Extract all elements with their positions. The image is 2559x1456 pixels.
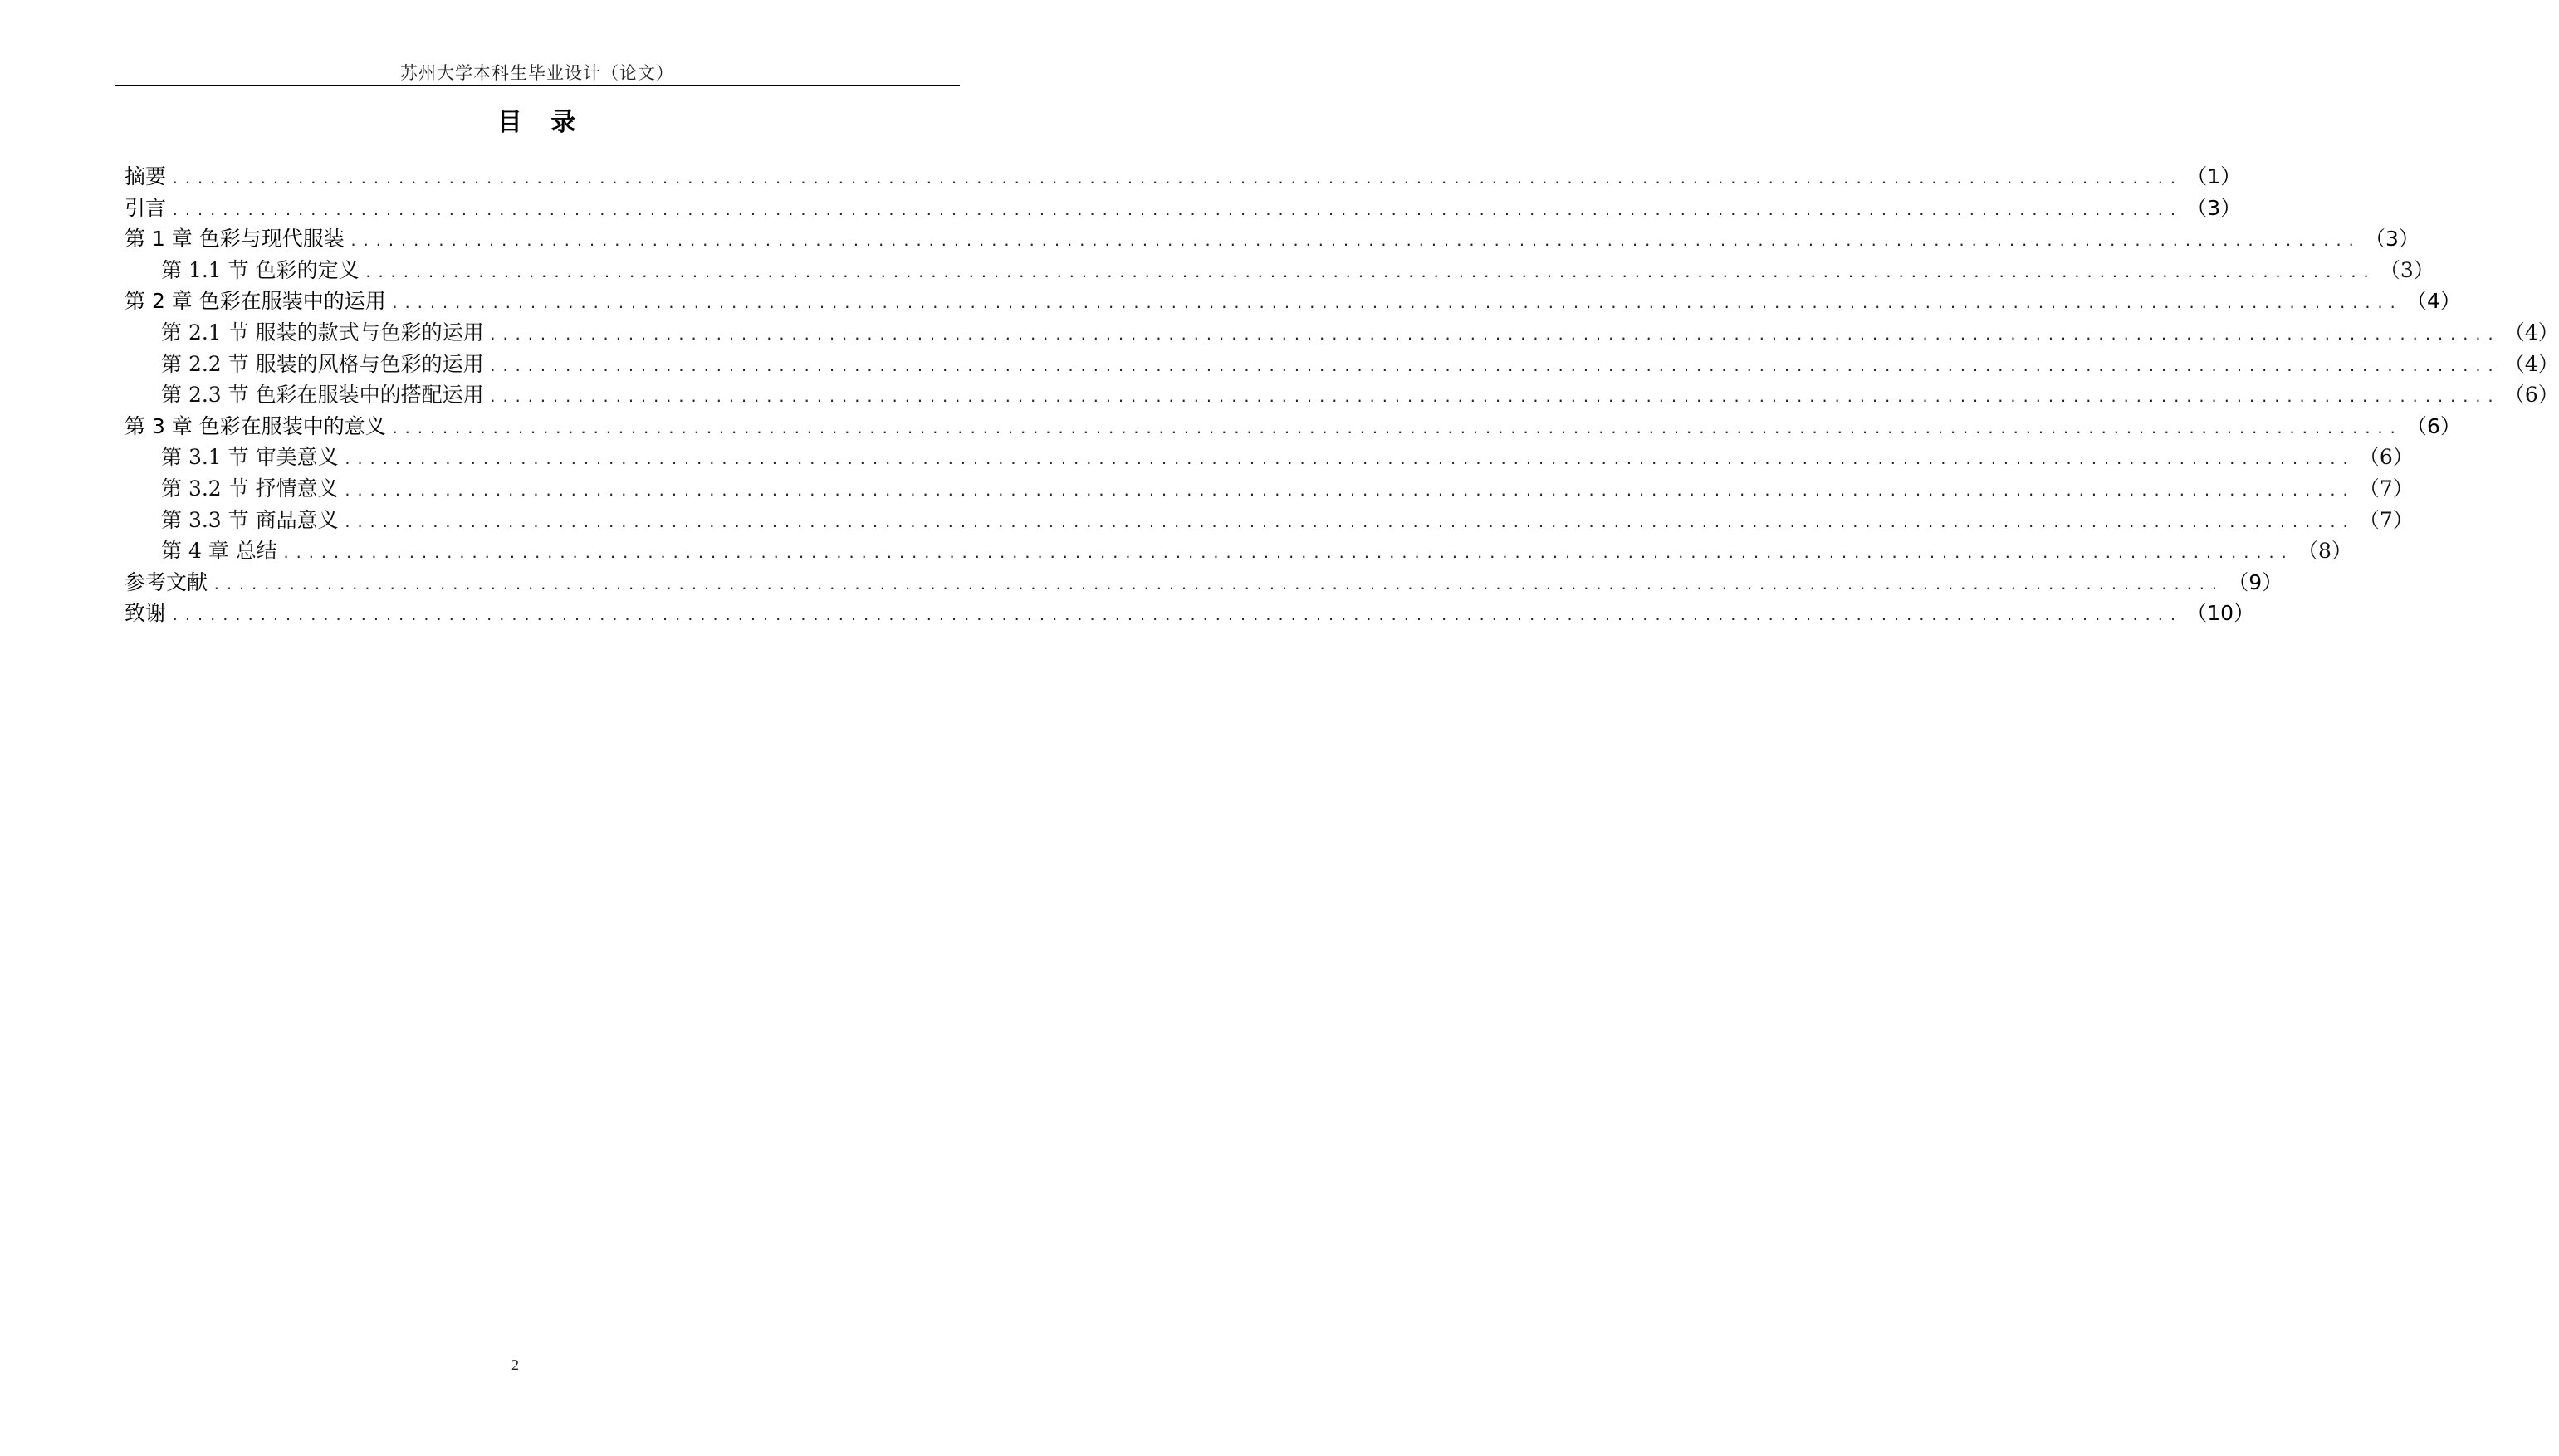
toc-entry-label: 第 1 章 色彩与现代服装 bbox=[125, 227, 345, 252]
toc-entry[interactable] bbox=[125, 223, 2420, 255]
running-header: 苏州大学本科生毕业设计（论文） bbox=[400, 63, 674, 83]
toc-entry-label: 参考文献 bbox=[125, 569, 208, 594]
toc-entry-page: （6） bbox=[2358, 445, 2414, 470]
header-divider bbox=[115, 85, 960, 86]
dot-leader: ................................................................................................................................................................ bbox=[488, 389, 2499, 406]
toc-entry[interactable] bbox=[125, 505, 2414, 536]
toc-entry-label: 第 2.2 节 服装的风格与色彩的运用 bbox=[161, 351, 484, 376]
dot-leader: ................................................................................................................................................................ bbox=[390, 296, 2401, 312]
toc-entry-page: （6） bbox=[2503, 383, 2559, 408]
dot-leader: ................................................................................................................................................................ bbox=[171, 608, 2182, 624]
toc-entry-page: （4） bbox=[2503, 320, 2559, 344]
dot-leader: ................................................................................................................................................................ bbox=[364, 264, 2375, 281]
table-of-contents bbox=[125, 161, 2559, 629]
dot-leader: ................................................................................................................................................................ bbox=[343, 482, 2354, 499]
toc-entry-page: （6） bbox=[2406, 413, 2461, 438]
toc-entry[interactable] bbox=[125, 161, 2242, 193]
toc-entry[interactable] bbox=[125, 349, 2559, 380]
toc-entry[interactable] bbox=[125, 442, 2414, 473]
toc-entry-page: （4） bbox=[2406, 289, 2461, 314]
toc-entry-page: （3） bbox=[2379, 257, 2434, 282]
dot-leader: ................................................................................................................................................................ bbox=[488, 326, 2499, 343]
dot-leader: ................................................................................................................................................................ bbox=[349, 233, 2360, 250]
dot-leader: ................................................................................................................................................................ bbox=[343, 452, 2354, 468]
toc-entry[interactable] bbox=[125, 535, 2352, 567]
toc-entry-page: （7） bbox=[2358, 507, 2414, 532]
page-number: 2 bbox=[511, 1356, 519, 1373]
toc-entry-label: 第 4 章 总结 bbox=[161, 539, 277, 564]
dot-leader: ................................................................................................................................................................ bbox=[488, 358, 2499, 374]
toc-title: 目 录 bbox=[497, 108, 578, 137]
toc-entry-label: 第 3.2 节 抒情意义 bbox=[161, 476, 339, 501]
dot-leader: ................................................................................................................................................................ bbox=[171, 171, 2182, 187]
toc-entry[interactable] bbox=[125, 379, 2559, 411]
toc-entry-label: 致谢 bbox=[125, 601, 167, 626]
toc-entry[interactable] bbox=[125, 473, 2414, 505]
dot-leader: ................................................................................................................................................................ bbox=[281, 545, 2292, 562]
toc-entry[interactable] bbox=[125, 286, 2461, 317]
toc-entry[interactable] bbox=[125, 411, 2461, 442]
toc-entry-label: 第 3.1 节 审美意义 bbox=[161, 445, 339, 470]
toc-entry-page: （3） bbox=[2365, 227, 2420, 252]
toc-entry-label: 第 1.1 节 色彩的定义 bbox=[161, 257, 360, 282]
toc-entry-label: 第 3 章 色彩在服装中的意义 bbox=[125, 413, 386, 438]
toc-entry[interactable] bbox=[125, 255, 2434, 286]
dot-leader: ................................................................................................................................................................ bbox=[343, 514, 2354, 530]
toc-entry[interactable] bbox=[125, 193, 2242, 224]
toc-entry-page: （3） bbox=[2186, 195, 2242, 220]
toc-entry-label: 第 2.3 节 色彩在服装中的搭配运用 bbox=[161, 383, 484, 408]
dot-leader: ................................................................................................................................................................ bbox=[171, 202, 2182, 218]
toc-entry-label: 第 2 章 色彩在服装中的运用 bbox=[125, 289, 386, 314]
toc-entry-label: 第 3.3 节 商品意义 bbox=[161, 507, 339, 532]
toc-entry-page: （7） bbox=[2358, 476, 2414, 501]
toc-entry[interactable] bbox=[125, 598, 2255, 629]
toc-entry-page: （4） bbox=[2503, 351, 2559, 376]
toc-entry[interactable] bbox=[125, 567, 2283, 599]
dot-leader: ................................................................................................................................................................ bbox=[213, 576, 2224, 593]
toc-entry-page: （1） bbox=[2186, 164, 2242, 188]
toc-entry-page: （9） bbox=[2228, 569, 2283, 594]
toc-entry[interactable] bbox=[125, 317, 2559, 349]
toc-entry-page: （8） bbox=[2297, 539, 2352, 564]
toc-entry-page: （10） bbox=[2186, 601, 2255, 626]
toc-entry-label: 第 2.1 节 服装的款式与色彩的运用 bbox=[161, 320, 484, 344]
toc-entry-label: 引言 bbox=[125, 195, 167, 220]
dot-leader: ................................................................................................................................................................ bbox=[390, 420, 2401, 437]
toc-entry-label: 摘要 bbox=[125, 164, 167, 188]
